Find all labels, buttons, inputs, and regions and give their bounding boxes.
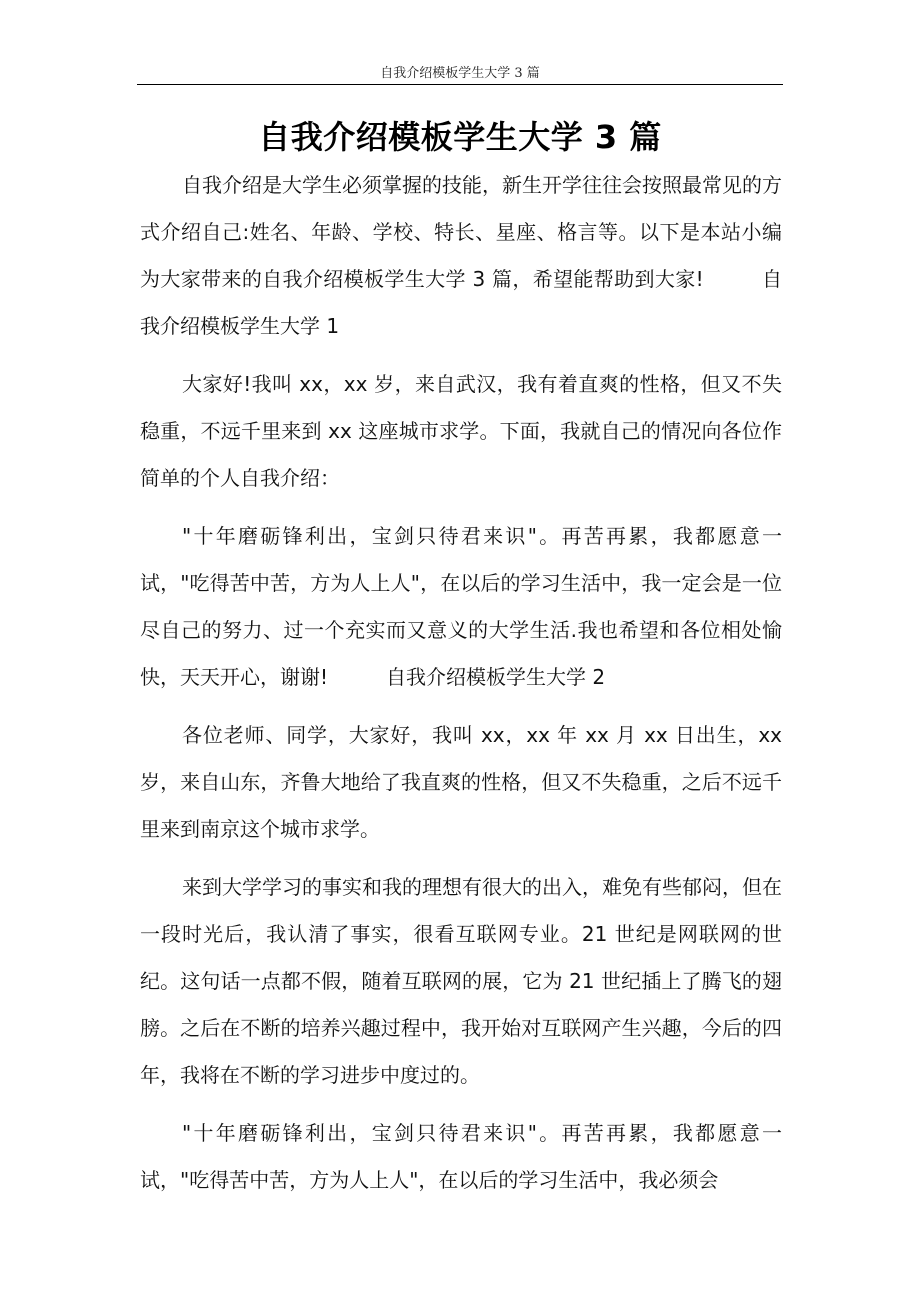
running-header: 自我介绍模板学生大学 3 篇: [380, 66, 540, 81]
paragraph-text: "十年磨砺锋利出，宝剑只待君来识"。再苦再累，我都愿意一试，"吃得苦中苦，方为人上人"，在以后的学习生活中，我必须会: [140, 1121, 782, 1192]
paragraph-2c: [140, 1110, 782, 1204]
document-title: 自我介绍模板学生大学 3 篇: [258, 118, 662, 156]
document-body: [140, 162, 782, 1215]
header-divider: [137, 84, 783, 85]
paragraph-text: 大家好!我叫 xx，xx 岁，来自武汉，我有着直爽的性格，但又不失稳重，不远千里来到 xx 这座城市求学。下面，我就自己的情况向各位作简单的个人自我介绍：: [140, 372, 782, 490]
section-heading-1: 自我介绍模板学生大学 1: [140, 267, 782, 338]
paragraph-1b: [140, 513, 782, 701]
paragraph-text: "十年磨砺锋利出，宝剑只待君来识"。再苦再累，我都愿意一试，"吃得苦中苦，方为人上人"，在以后的学习生活中，我一定会是一位尽自己的努力、过一个充实而又意义的大学生活.我也希望和各位相处愉快，天天开心，谢谢!: [140, 524, 782, 689]
paragraph-text: 来到大学学习的事实和我的理想有很大的出入，难免有些郁闷，但在一段时光后，我认清了事实，很看互联网专业。21 世纪是网联网的世纪。这句话一点都不假，随着互联网的展，它为 21 世纪插上了腾飞的翅膀。之后在不断的培养兴趣过程中，我开始对互联网产生兴趣，今后的四年，我将在不断的学习进步中度过的。: [140, 875, 782, 1087]
section-heading-2: 自我介绍模板学生大学 2: [386, 665, 606, 689]
paragraph-intro: [140, 162, 782, 350]
paragraph-2b: [140, 864, 782, 1099]
paragraph-2a: [140, 712, 782, 853]
paragraph-text: 各位老师、同学，大家好，我叫 xx，xx 年 xx 月 xx 日出生，xx 岁，来自山东，齐鲁大地给了我直爽的性格，但又不失稳重，之后不远千里来到南京这个城市求学。: [140, 723, 782, 841]
paragraph-1a: [140, 361, 782, 502]
paragraph-text: 自我介绍是大学生必须掌握的技能，新生开学往往会按照最常见的方式介绍自己:姓名、年龄、学校、特长、星座、格言等。以下是本站小编为大家带来的自我介绍模板学生大学 3 篇，希望能帮助到大家!: [140, 173, 782, 291]
